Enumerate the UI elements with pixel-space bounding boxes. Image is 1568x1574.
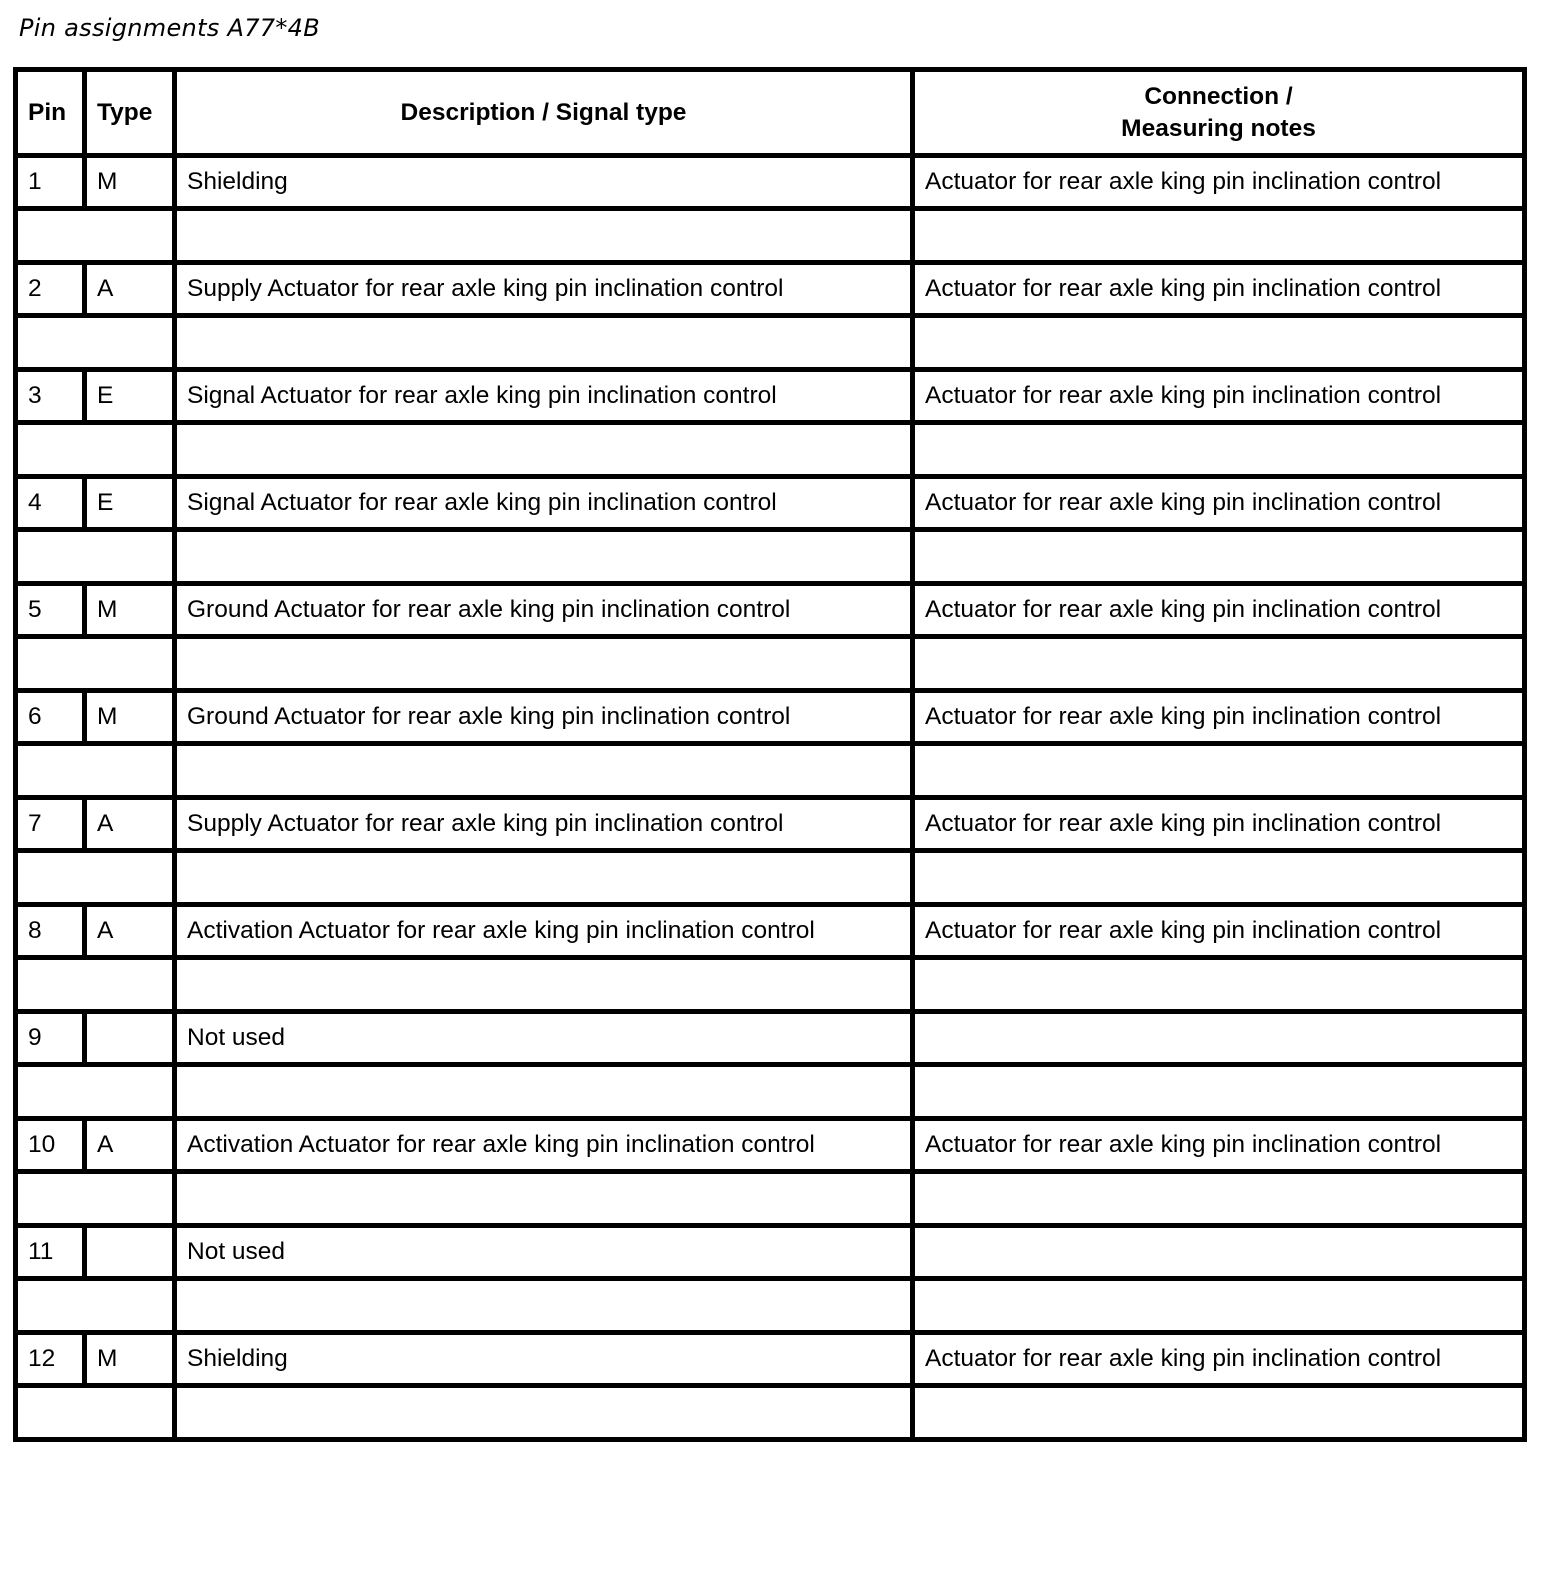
connection-cell — [913, 1012, 1525, 1065]
empty-cell — [175, 423, 913, 477]
description-cell: Supply Actuator for rear axle king pin inclination control — [175, 263, 913, 316]
empty-cell — [913, 637, 1525, 691]
empty-cell — [16, 744, 175, 798]
type-cell: A — [85, 1119, 175, 1172]
connection-cell: Actuator for rear axle king pin inclination control — [913, 584, 1525, 637]
type-cell: M — [85, 584, 175, 637]
pin-assignment-table — [13, 67, 1527, 1442]
table-row — [16, 477, 1525, 530]
empty-cell — [175, 1172, 913, 1226]
empty-cell — [913, 1279, 1525, 1333]
table-row — [16, 263, 1525, 316]
pin-cell: 6 — [16, 691, 85, 744]
description-cell: Activation Actuator for rear axle king pin inclination control — [175, 905, 913, 958]
connection-cell: Actuator for rear axle king pin inclination control — [913, 691, 1525, 744]
empty-cell — [16, 1386, 175, 1440]
empty-cell — [913, 423, 1525, 477]
empty-cell — [16, 316, 175, 370]
table-header-row — [16, 70, 1525, 156]
empty-cell — [175, 1279, 913, 1333]
empty-cell — [913, 851, 1525, 905]
table-row-notes — [16, 1279, 1525, 1333]
pin-cell: 8 — [16, 905, 85, 958]
table-row-notes — [16, 637, 1525, 691]
table-row — [16, 1226, 1525, 1279]
table-row-notes — [16, 1386, 1525, 1440]
empty-cell — [16, 958, 175, 1012]
table-row — [16, 905, 1525, 958]
table-row-notes — [16, 423, 1525, 477]
table-row — [16, 1012, 1525, 1065]
table-row — [16, 798, 1525, 851]
header-type: Type — [85, 70, 175, 156]
empty-cell — [175, 744, 913, 798]
pin-cell: 9 — [16, 1012, 85, 1065]
empty-cell — [913, 744, 1525, 798]
type-cell: E — [85, 370, 175, 423]
description-cell: Signal Actuator for rear axle king pin inclination control — [175, 477, 913, 530]
pin-cell: 10 — [16, 1119, 85, 1172]
table-row-notes — [16, 851, 1525, 905]
type-cell — [85, 1226, 175, 1279]
pin-cell: 5 — [16, 584, 85, 637]
description-cell: Not used — [175, 1226, 913, 1279]
header-description: Description / Signal type — [175, 70, 913, 156]
table-row-notes — [16, 744, 1525, 798]
table-row — [16, 1333, 1525, 1386]
connection-cell: Actuator for rear axle king pin inclination control — [913, 263, 1525, 316]
connection-cell: Actuator for rear axle king pin inclination control — [913, 477, 1525, 530]
table-row — [16, 584, 1525, 637]
empty-cell — [175, 209, 913, 263]
empty-cell — [913, 530, 1525, 584]
empty-cell — [913, 958, 1525, 1012]
header-connection-line1: Connection / — [1144, 82, 1293, 110]
empty-cell — [16, 1279, 175, 1333]
description-cell: Shielding — [175, 156, 913, 209]
empty-cell — [16, 637, 175, 691]
table-body — [16, 156, 1525, 1440]
table-row-notes — [16, 209, 1525, 263]
table-row — [16, 370, 1525, 423]
type-cell: M — [85, 1333, 175, 1386]
table-row-notes — [16, 1172, 1525, 1226]
empty-cell — [175, 1065, 913, 1119]
empty-cell — [16, 851, 175, 905]
empty-cell — [16, 1172, 175, 1226]
type-cell: A — [85, 798, 175, 851]
description-cell: Supply Actuator for rear axle king pin inclination control — [175, 798, 913, 851]
description-cell: Ground Actuator for rear axle king pin inclination control — [175, 584, 913, 637]
type-cell: E — [85, 477, 175, 530]
type-cell — [85, 1012, 175, 1065]
pin-cell: 1 — [16, 156, 85, 209]
pin-cell: 12 — [16, 1333, 85, 1386]
empty-cell — [913, 1065, 1525, 1119]
empty-cell — [175, 316, 913, 370]
description-cell: Ground Actuator for rear axle king pin inclination control — [175, 691, 913, 744]
type-cell: A — [85, 263, 175, 316]
connection-cell: Actuator for rear axle king pin inclination control — [913, 1119, 1525, 1172]
pin-cell: 4 — [16, 477, 85, 530]
table-row-notes — [16, 530, 1525, 584]
empty-cell — [175, 530, 913, 584]
empty-cell — [913, 1386, 1525, 1440]
description-cell: Signal Actuator for rear axle king pin inclination control — [175, 370, 913, 423]
pin-cell: 3 — [16, 370, 85, 423]
table-row — [16, 1119, 1525, 1172]
pin-cell: 7 — [16, 798, 85, 851]
empty-cell — [16, 423, 175, 477]
empty-cell — [175, 637, 913, 691]
description-cell: Activation Actuator for rear axle king pin inclination control — [175, 1119, 913, 1172]
empty-cell — [175, 851, 913, 905]
table-row-notes — [16, 316, 1525, 370]
empty-cell — [16, 530, 175, 584]
empty-cell — [16, 209, 175, 263]
empty-cell — [175, 958, 913, 1012]
table-row — [16, 156, 1525, 209]
description-cell: Not used — [175, 1012, 913, 1065]
empty-cell — [913, 209, 1525, 263]
pin-cell: 2 — [16, 263, 85, 316]
table-row-notes — [16, 958, 1525, 1012]
connection-cell — [913, 1226, 1525, 1279]
empty-cell — [913, 1172, 1525, 1226]
empty-cell — [175, 1386, 913, 1440]
pin-cell: 11 — [16, 1226, 85, 1279]
description-cell: Shielding — [175, 1333, 913, 1386]
header-connection — [913, 70, 1525, 156]
empty-cell — [16, 1065, 175, 1119]
header-pin: Pin — [16, 70, 85, 156]
connection-cell: Actuator for rear axle king pin inclination control — [913, 1333, 1525, 1386]
empty-cell — [913, 316, 1525, 370]
connection-cell: Actuator for rear axle king pin inclination control — [913, 156, 1525, 209]
type-cell: M — [85, 156, 175, 209]
type-cell: M — [85, 691, 175, 744]
table-row — [16, 691, 1525, 744]
page-title: Pin assignments A77*4B — [19, 14, 320, 42]
connection-cell: Actuator for rear axle king pin inclination control — [913, 905, 1525, 958]
connection-cell: Actuator for rear axle king pin inclination control — [913, 798, 1525, 851]
type-cell: A — [85, 905, 175, 958]
connection-cell: Actuator for rear axle king pin inclination control — [913, 370, 1525, 423]
table-row-notes — [16, 1065, 1525, 1119]
header-connection-line2: Measuring notes — [1121, 114, 1316, 142]
